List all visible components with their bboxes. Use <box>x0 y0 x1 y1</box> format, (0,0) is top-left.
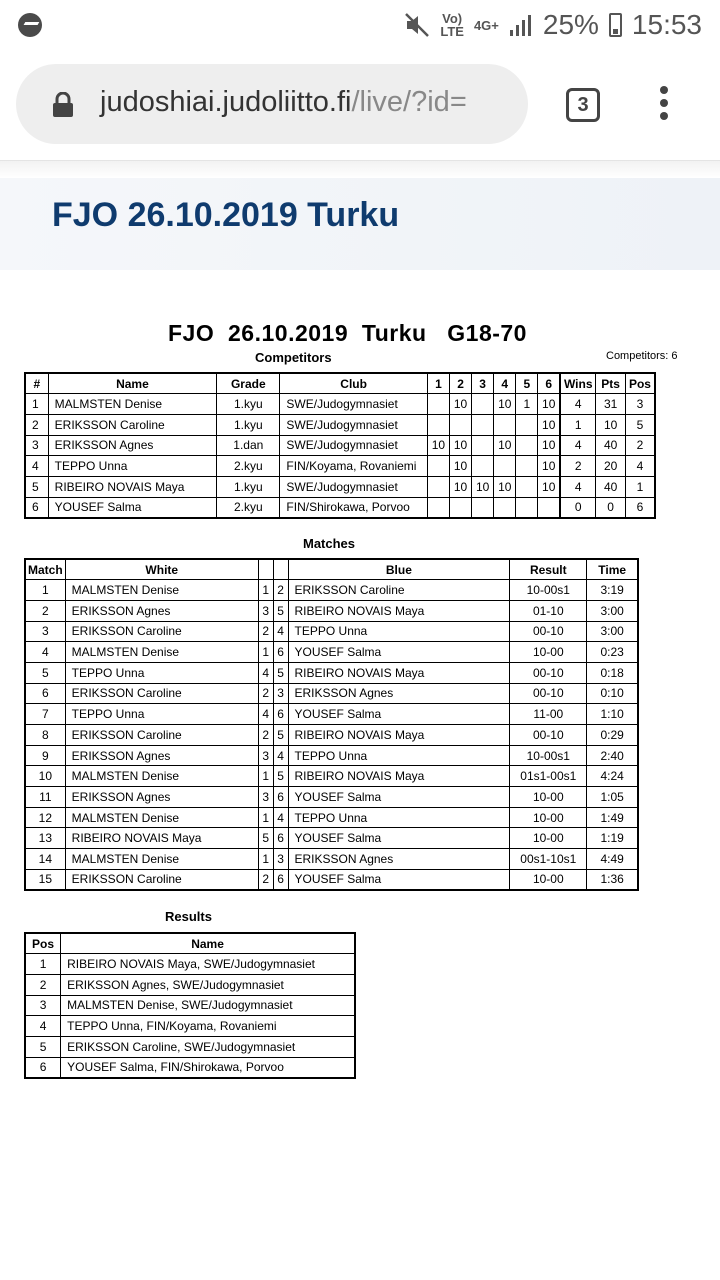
match-row <box>25 683 638 704</box>
competitor-s1 <box>427 414 449 435</box>
competitor-name: ERIKSSON Agnes <box>48 435 217 456</box>
competitor-s3 <box>472 394 494 415</box>
column-header: Wins <box>560 373 596 394</box>
match-b: 5 <box>273 662 288 683</box>
match-result: 00-10 <box>510 621 587 642</box>
matches-label: Matches <box>303 536 356 551</box>
result-pos: 1 <box>25 954 61 975</box>
competitor-grade: 1.dan <box>217 435 280 456</box>
competitor-s1 <box>427 476 449 497</box>
match-row <box>25 662 638 683</box>
column-header: Pos <box>25 933 61 954</box>
competitor-s5 <box>516 476 538 497</box>
match-row <box>25 849 638 870</box>
match-time: 4:49 <box>587 849 638 870</box>
match-no: 1 <box>25 580 65 601</box>
match-time: 3:00 <box>587 621 638 642</box>
match-blue: YOUSEF Salma <box>288 828 510 849</box>
result-name: ERIKSSON Agnes, SWE/Judogymnasiet <box>61 974 355 995</box>
competitor-wins: 1 <box>560 414 596 435</box>
competitor-club: SWE/Judogymnasiet <box>280 394 427 415</box>
match-w: 1 <box>258 580 273 601</box>
match-blue: YOUSEF Salma <box>288 642 510 663</box>
result-row <box>25 1036 355 1057</box>
url-text[interactable]: judoshiai.judoliitto.fi/live/?id= <box>100 86 467 118</box>
competitor-s5 <box>516 497 538 518</box>
match-time: 0:10 <box>587 683 638 704</box>
result-name: TEPPO Unna, FIN/Koyama, Rovaniemi <box>61 1016 355 1037</box>
competitor-s3: 10 <box>472 476 494 497</box>
match-blue: ERIKSSON Agnes <box>288 683 510 704</box>
match-result: 01s1-00s1 <box>510 766 587 787</box>
competitor-club: FIN/Shirokawa, Porvoo <box>280 497 427 518</box>
match-w: 1 <box>258 807 273 828</box>
match-b: 5 <box>273 600 288 621</box>
competitor-grade: 2.kyu <box>217 456 280 477</box>
match-white: MALMSTEN Denise <box>65 580 258 601</box>
match-no: 14 <box>25 849 65 870</box>
match-blue: RIBEIRO NOVAIS Maya <box>288 600 510 621</box>
column-header <box>258 559 273 580</box>
competitor-s1 <box>427 456 449 477</box>
competitor-pos: 1 <box>625 476 655 497</box>
match-b: 3 <box>273 849 288 870</box>
match-b: 5 <box>273 766 288 787</box>
competitor-no: 6 <box>25 497 48 518</box>
competitor-row <box>25 435 655 456</box>
competitor-s5 <box>516 435 538 456</box>
status-bar <box>0 0 720 50</box>
competitor-s6: 10 <box>538 435 560 456</box>
match-time: 3:00 <box>587 600 638 621</box>
competitor-s6: 10 <box>538 476 560 497</box>
competitor-no: 5 <box>25 476 48 497</box>
column-header: 6 <box>538 373 560 394</box>
match-no: 6 <box>25 683 65 704</box>
match-row <box>25 600 638 621</box>
competitor-s2: 10 <box>449 456 471 477</box>
competitor-grade: 1.kyu <box>217 476 280 497</box>
match-blue: ERIKSSON Agnes <box>288 849 510 870</box>
column-header: 2 <box>449 373 471 394</box>
overflow-menu-icon[interactable] <box>658 86 670 126</box>
match-result: 10-00 <box>510 642 587 663</box>
column-header: Time <box>587 559 638 580</box>
match-w: 2 <box>258 869 273 890</box>
match-result: 10-00 <box>510 828 587 849</box>
match-result: 00s1-10s1 <box>510 849 587 870</box>
match-row <box>25 807 638 828</box>
competitor-name: TEPPO Unna <box>48 456 217 477</box>
match-no: 12 <box>25 807 65 828</box>
competitor-s6 <box>538 497 560 518</box>
competitor-s5 <box>516 414 538 435</box>
match-time: 1:19 <box>587 828 638 849</box>
network-type: 4G+ <box>473 17 499 33</box>
competitor-club: SWE/Judogymnasiet <box>280 476 427 497</box>
competitor-s6: 10 <box>538 456 560 477</box>
competitor-name: YOUSEF Salma <box>48 497 217 518</box>
match-white: TEPPO Unna <box>65 704 258 725</box>
match-time: 1:05 <box>587 787 638 808</box>
competitor-s1: 10 <box>427 435 449 456</box>
match-no: 4 <box>25 642 65 663</box>
match-no: 8 <box>25 725 65 746</box>
match-blue: TEPPO Unna <box>288 621 510 642</box>
result-row <box>25 995 355 1016</box>
match-w: 2 <box>258 725 273 746</box>
match-b: 4 <box>273 807 288 828</box>
match-white: ERIKSSON Caroline <box>65 869 258 890</box>
result-name: RIBEIRO NOVAIS Maya, SWE/Judogymnasiet <box>61 954 355 975</box>
competitor-name: MALMSTEN Denise <box>48 394 217 415</box>
competitor-s3 <box>472 435 494 456</box>
match-result: 01-10 <box>510 600 587 621</box>
competitor-s3 <box>472 456 494 477</box>
competitor-wins: 4 <box>560 435 596 456</box>
competitor-s4 <box>494 456 516 477</box>
result-pos: 5 <box>25 1036 61 1057</box>
column-header: Match <box>25 559 65 580</box>
match-row <box>25 621 638 642</box>
divider <box>0 160 720 178</box>
match-result: 00-10 <box>510 662 587 683</box>
results-table <box>24 932 356 1079</box>
competitor-s2 <box>449 497 471 518</box>
competitor-wins: 4 <box>560 394 596 415</box>
match-b: 6 <box>273 704 288 725</box>
match-white: ERIKSSON Caroline <box>65 725 258 746</box>
match-row <box>25 580 638 601</box>
competitor-s4 <box>494 414 516 435</box>
match-row <box>25 766 638 787</box>
match-w: 1 <box>258 642 273 663</box>
match-w: 3 <box>258 600 273 621</box>
browser-toolbar <box>0 50 720 160</box>
competitor-row <box>25 476 655 497</box>
match-row <box>25 869 638 890</box>
column-header: Pts <box>596 373 625 394</box>
competitor-name: RIBEIRO NOVAIS Maya <box>48 476 217 497</box>
match-white: ERIKSSON Caroline <box>65 683 258 704</box>
match-no: 9 <box>25 745 65 766</box>
competitor-pts: 0 <box>596 497 625 518</box>
match-w: 1 <box>258 849 273 870</box>
competitor-pos: 2 <box>625 435 655 456</box>
match-b: 5 <box>273 725 288 746</box>
competitor-no: 3 <box>25 435 48 456</box>
match-time: 0:18 <box>587 662 638 683</box>
match-no: 10 <box>25 766 65 787</box>
competitor-s2 <box>449 414 471 435</box>
competitor-pts: 40 <box>596 435 625 456</box>
competitor-grade: 1.kyu <box>217 394 280 415</box>
match-no: 2 <box>25 600 65 621</box>
battery-percent: 25% <box>542 9 599 40</box>
match-result: 10-00s1 <box>510 580 587 601</box>
match-white: ERIKSSON Caroline <box>65 621 258 642</box>
match-white: ERIKSSON Agnes <box>65 787 258 808</box>
match-white: MALMSTEN Denise <box>65 849 258 870</box>
column-header: Result <box>510 559 587 580</box>
result-pos: 3 <box>25 995 61 1016</box>
address-bar[interactable] <box>16 64 528 144</box>
match-b: 6 <box>273 787 288 808</box>
match-result: 00-10 <box>510 725 587 746</box>
match-white: ERIKSSON Agnes <box>65 600 258 621</box>
competitor-row <box>25 456 655 477</box>
column-header: 3 <box>472 373 494 394</box>
match-white: MALMSTEN Denise <box>65 766 258 787</box>
match-blue: YOUSEF Salma <box>288 869 510 890</box>
signal-icon <box>509 14 533 36</box>
competitor-s2: 10 <box>449 435 471 456</box>
competitor-pos: 5 <box>625 414 655 435</box>
volte-indicator: Vo) LTE <box>440 11 464 39</box>
lock-icon <box>52 92 74 118</box>
competitor-s1 <box>427 394 449 415</box>
competitor-club: FIN/Koyama, Rovaniemi <box>280 456 427 477</box>
result-row <box>25 974 355 995</box>
match-result: 10-00 <box>510 807 587 828</box>
competitor-s4: 10 <box>494 394 516 415</box>
match-row <box>25 642 638 663</box>
competitor-no: 1 <box>25 394 48 415</box>
competitor-s5 <box>516 456 538 477</box>
match-no: 5 <box>25 662 65 683</box>
tab-switcher-button[interactable]: 3 <box>566 88 600 122</box>
mute-icon <box>404 12 430 38</box>
competitor-s6: 10 <box>538 394 560 415</box>
column-header: Name <box>61 933 355 954</box>
column-header: 5 <box>516 373 538 394</box>
match-time: 1:49 <box>587 807 638 828</box>
match-time: 1:10 <box>587 704 638 725</box>
competitor-row <box>25 497 655 518</box>
match-result: 00-10 <box>510 683 587 704</box>
competitor-pos: 3 <box>625 394 655 415</box>
match-no: 15 <box>25 869 65 890</box>
match-blue: ERIKSSON Caroline <box>288 580 510 601</box>
match-row <box>25 787 638 808</box>
match-b: 3 <box>273 683 288 704</box>
column-header <box>273 559 288 580</box>
competitor-no: 2 <box>25 414 48 435</box>
page-title: FJO 26.10.2019 Turku <box>52 196 400 234</box>
column-header: 1 <box>427 373 449 394</box>
match-blue: RIBEIRO NOVAIS Maya <box>288 766 510 787</box>
competitor-s4: 10 <box>494 476 516 497</box>
competitor-s4 <box>494 497 516 518</box>
match-row <box>25 704 638 725</box>
match-b: 6 <box>273 642 288 663</box>
competitor-s2: 10 <box>449 476 471 497</box>
result-name: ERIKSSON Caroline, SWE/Judogymnasiet <box>61 1036 355 1057</box>
result-pos: 2 <box>25 974 61 995</box>
match-w: 2 <box>258 683 273 704</box>
match-no: 7 <box>25 704 65 725</box>
match-w: 4 <box>258 704 273 725</box>
competitor-pts: 40 <box>596 476 625 497</box>
competitor-pts: 20 <box>596 456 625 477</box>
doc-title: FJO 26.10.2019 Turku G18-70 <box>168 320 527 346</box>
competitor-wins: 2 <box>560 456 596 477</box>
battery-icon <box>609 13 622 37</box>
match-w: 1 <box>258 766 273 787</box>
competitor-s5: 1 <box>516 394 538 415</box>
match-time: 0:23 <box>587 642 638 663</box>
column-header: Blue <box>288 559 510 580</box>
clock: 15:53 <box>631 9 702 40</box>
competitor-pos: 4 <box>625 456 655 477</box>
competitor-s3 <box>472 414 494 435</box>
column-header: White <box>65 559 258 580</box>
match-time: 1:36 <box>587 869 638 890</box>
match-time: 2:40 <box>587 745 638 766</box>
competitor-wins: 4 <box>560 476 596 497</box>
results-label: Results <box>165 909 212 924</box>
match-b: 6 <box>273 869 288 890</box>
match-w: 3 <box>258 745 273 766</box>
column-header: Club <box>280 373 427 394</box>
match-b: 2 <box>273 580 288 601</box>
match-time: 3:19 <box>587 580 638 601</box>
column-header: # <box>25 373 48 394</box>
match-white: RIBEIRO NOVAIS Maya <box>65 828 258 849</box>
match-blue: TEPPO Unna <box>288 807 510 828</box>
result-pos: 4 <box>25 1016 61 1037</box>
competitor-club: SWE/Judogymnasiet <box>280 414 427 435</box>
match-white: ERIKSSON Agnes <box>65 745 258 766</box>
match-time: 0:29 <box>587 725 638 746</box>
competitor-pos: 6 <box>625 497 655 518</box>
column-header: 4 <box>494 373 516 394</box>
competitor-pts: 31 <box>596 394 625 415</box>
competitor-s4: 10 <box>494 435 516 456</box>
match-w: 5 <box>258 828 273 849</box>
competitor-s6: 10 <box>538 414 560 435</box>
match-row <box>25 725 638 746</box>
competitor-row <box>25 394 655 415</box>
competitor-grade: 1.kyu <box>217 414 280 435</box>
match-no: 3 <box>25 621 65 642</box>
messenger-icon <box>18 13 42 37</box>
match-white: MALMSTEN Denise <box>65 642 258 663</box>
competitor-pts: 10 <box>596 414 625 435</box>
match-b: 4 <box>273 621 288 642</box>
competitors-count: Competitors: 6 <box>606 350 678 362</box>
competitor-club: SWE/Judogymnasiet <box>280 435 427 456</box>
competitor-s3 <box>472 497 494 518</box>
match-blue: RIBEIRO NOVAIS Maya <box>288 725 510 746</box>
result-row <box>25 954 355 975</box>
result-pos: 6 <box>25 1057 61 1078</box>
result-row <box>25 1057 355 1078</box>
competitor-grade: 2.kyu <box>217 497 280 518</box>
competitors-table <box>24 372 656 519</box>
competitor-s1 <box>427 497 449 518</box>
competitor-name: ERIKSSON Caroline <box>48 414 217 435</box>
match-w: 2 <box>258 621 273 642</box>
match-time: 4:24 <box>587 766 638 787</box>
match-white: TEPPO Unna <box>65 662 258 683</box>
match-w: 4 <box>258 662 273 683</box>
match-blue: YOUSEF Salma <box>288 704 510 725</box>
match-result: 10-00 <box>510 787 587 808</box>
match-blue: YOUSEF Salma <box>288 787 510 808</box>
match-row <box>25 745 638 766</box>
match-w: 3 <box>258 787 273 808</box>
match-no: 13 <box>25 828 65 849</box>
match-row <box>25 828 638 849</box>
match-blue: TEPPO Unna <box>288 745 510 766</box>
result-name: MALMSTEN Denise, SWE/Judogymnasiet <box>61 995 355 1016</box>
match-result: 10-00 <box>510 869 587 890</box>
result-name: YOUSEF Salma, FIN/Shirokawa, Porvoo <box>61 1057 355 1078</box>
match-result: 10-00s1 <box>510 745 587 766</box>
competitor-row <box>25 414 655 435</box>
match-blue: RIBEIRO NOVAIS Maya <box>288 662 510 683</box>
match-b: 6 <box>273 828 288 849</box>
competitors-label: Competitors <box>255 350 332 365</box>
matches-table <box>24 558 639 891</box>
match-white: MALMSTEN Denise <box>65 807 258 828</box>
column-header: Grade <box>217 373 280 394</box>
match-result: 11-00 <box>510 704 587 725</box>
competitor-wins: 0 <box>560 497 596 518</box>
column-header: Name <box>48 373 217 394</box>
column-header: Pos <box>625 373 655 394</box>
result-row <box>25 1016 355 1037</box>
match-b: 4 <box>273 745 288 766</box>
competitor-s2: 10 <box>449 394 471 415</box>
competitor-no: 4 <box>25 456 48 477</box>
match-no: 11 <box>25 787 65 808</box>
